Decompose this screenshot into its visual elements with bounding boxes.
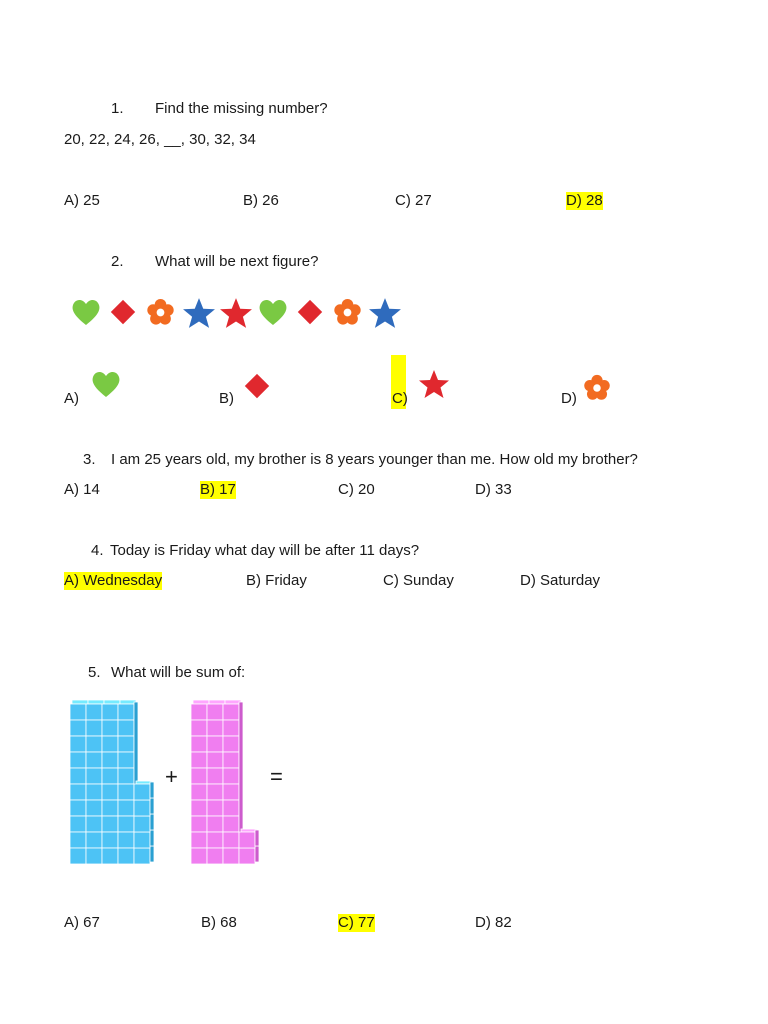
ten-rod-cube [191, 816, 207, 832]
diamond-icon [295, 297, 325, 327]
rod-top [209, 700, 225, 704]
q5-option-b[interactable]: B) 68 [201, 914, 237, 931]
flower-icon [582, 373, 612, 403]
ten-rod-cube [102, 752, 118, 768]
q2-option-b[interactable]: B) [219, 390, 234, 407]
ten-rod-cube [191, 768, 207, 784]
ten-rod-cube [102, 720, 118, 736]
star-icon-blue [182, 296, 216, 330]
base-ten-blocks-left [70, 700, 162, 866]
unit-cube [134, 848, 150, 864]
ten-rod-cube [223, 784, 239, 800]
q5-option-c[interactable]: C) 77 [338, 914, 375, 931]
q1-option-a[interactable]: A) 25 [64, 192, 100, 209]
q2-number: 2. [111, 253, 124, 270]
q5-number: 5. [88, 664, 101, 681]
q4-number: 4. [91, 542, 104, 559]
q5-option-d[interactable]: D) 82 [475, 914, 512, 931]
q5-option-a[interactable]: A) 67 [64, 914, 100, 931]
ten-rod-cube [223, 848, 239, 864]
ten-rod-cube [70, 736, 86, 752]
ten-rod-cube [86, 720, 102, 736]
q4-option-b[interactable]: B) Friday [246, 572, 307, 589]
q3-option-c[interactable]: C) 20 [338, 481, 375, 498]
ten-rod-cube [223, 752, 239, 768]
ten-rod-cube [118, 832, 134, 848]
flower-icon [332, 297, 363, 328]
ten-rod-cube [207, 800, 223, 816]
q1-sequence: 20, 22, 24, 26, __, 30, 32, 34 [64, 131, 256, 148]
ten-rod-cube [70, 704, 86, 720]
ten-rod-cube [191, 704, 207, 720]
q2-question: What will be next figure? [155, 253, 319, 270]
ten-rod-cube [70, 784, 86, 800]
ten-rod-cube [86, 768, 102, 784]
ten-rod-cube [70, 816, 86, 832]
ten-rod-cube [191, 800, 207, 816]
star-icon-red [418, 368, 450, 400]
rod-top [72, 700, 88, 704]
q3-number: 3. [83, 451, 96, 468]
q3-option-d[interactable]: D) 33 [475, 481, 512, 498]
plus-sign: + [165, 764, 178, 789]
ten-rod-cube [102, 800, 118, 816]
ten-rod-cube [223, 736, 239, 752]
unit-cube-side [255, 846, 259, 862]
ten-rod-cube [207, 816, 223, 832]
unit-cube [134, 816, 150, 832]
equals-sign: = [270, 764, 283, 789]
ten-rod-cube [86, 816, 102, 832]
unit-cube [134, 832, 150, 848]
ten-rod-cube [70, 848, 86, 864]
ten-rod-cube [191, 832, 207, 848]
ten-rod-cube [118, 736, 134, 752]
ten-rod-cube [207, 848, 223, 864]
star-icon-blue [368, 296, 402, 330]
ten-rod-cube [118, 768, 134, 784]
ten-rod-cube [70, 832, 86, 848]
q4-question: Today is Friday what day will be after 11 days? [110, 542, 420, 559]
q4-option-a[interactable]: A) Wednesday [64, 572, 163, 589]
ten-rod-cube [70, 720, 86, 736]
ten-rod-cube [86, 784, 102, 800]
ten-rod-cube [223, 720, 239, 736]
ten-rod-cube [191, 720, 207, 736]
star-icon-red [219, 296, 253, 330]
ten-rod-cube [70, 752, 86, 768]
ten-rod-cube [102, 784, 118, 800]
ten-rod-cube [102, 736, 118, 752]
q2-option-c[interactable]: C) [392, 390, 408, 407]
ten-rod-cube [102, 704, 118, 720]
rod-top [104, 700, 120, 704]
ten-rod-cube [207, 768, 223, 784]
ten-rod-cube [223, 800, 239, 816]
ten-rod-cube [86, 736, 102, 752]
ten-rod-cube [207, 720, 223, 736]
ten-rod-cube [207, 832, 223, 848]
ten-rod-cube [70, 800, 86, 816]
flower-icon [145, 297, 176, 328]
ten-rod-cube [102, 848, 118, 864]
heart-icon [70, 296, 102, 328]
rod-top [88, 700, 104, 704]
ten-rod-cube [191, 784, 207, 800]
q1-option-b[interactable]: B) 26 [243, 192, 279, 209]
ten-rod-cube [207, 704, 223, 720]
ten-rod-cube [118, 816, 134, 832]
ten-rod-cube [86, 704, 102, 720]
ten-rod-cube [118, 704, 134, 720]
unit-cube [239, 832, 255, 848]
ten-rod-cube [70, 768, 86, 784]
q3-option-b[interactable]: B) 17 [200, 481, 236, 498]
unit-cube [239, 848, 255, 864]
ten-rod-cube [223, 832, 239, 848]
diamond-icon [108, 297, 138, 327]
ten-rod-cube [102, 832, 118, 848]
q1-question: Find the missing number? [155, 100, 328, 117]
base-ten-blocks-right [191, 700, 267, 866]
ten-rod-cube [191, 848, 207, 864]
ten-rod-cube [102, 816, 118, 832]
q1-option-d[interactable]: D) 28 [566, 192, 603, 209]
ten-rod-cube [207, 752, 223, 768]
q2-option-a[interactable]: A) [64, 390, 79, 407]
heart-icon [257, 296, 289, 328]
rod-top [193, 700, 209, 704]
ten-rod-cube [207, 736, 223, 752]
ten-rod-cube [118, 848, 134, 864]
unit-cube-side [150, 846, 154, 862]
q1-option-c[interactable]: C) 27 [395, 192, 432, 209]
heart-icon [90, 368, 122, 400]
unit-cube-side [255, 830, 259, 846]
ten-rod-cube [86, 832, 102, 848]
ten-rod-cube [191, 752, 207, 768]
diamond-icon [242, 371, 272, 401]
ten-rod-cube [86, 848, 102, 864]
ten-rod-cube [207, 784, 223, 800]
unit-cube-side [150, 830, 154, 846]
ten-rod-cube [118, 720, 134, 736]
ten-rod-cube [118, 800, 134, 816]
ten-rod-cube [86, 800, 102, 816]
ten-rod-cube [191, 736, 207, 752]
q3-question: I am 25 years old, my brother is 8 years younger than me. How old my brother? [111, 451, 638, 468]
q5-question: What will be sum of: [111, 664, 246, 681]
q2-option-d[interactable]: D) [561, 390, 577, 407]
q1-number: 1. [111, 100, 124, 117]
ten-rod-cube [223, 816, 239, 832]
q4-option-c[interactable]: C) Sunday [383, 572, 454, 589]
ten-rod-cube [223, 768, 239, 784]
unit-cube [134, 800, 150, 816]
unit-cube [134, 784, 150, 800]
ten-rod-cube [118, 784, 134, 800]
unit-cube-side [150, 798, 154, 814]
ten-rod-cube [118, 752, 134, 768]
unit-cube-side [150, 814, 154, 830]
unit-cube-side [150, 782, 154, 798]
ten-rod-cube [86, 752, 102, 768]
ten-rod-cube [223, 704, 239, 720]
q3-option-a[interactable]: A) 14 [64, 481, 100, 498]
q4-option-d[interactable]: D) Saturday [520, 572, 601, 589]
ten-rod-cube [102, 768, 118, 784]
